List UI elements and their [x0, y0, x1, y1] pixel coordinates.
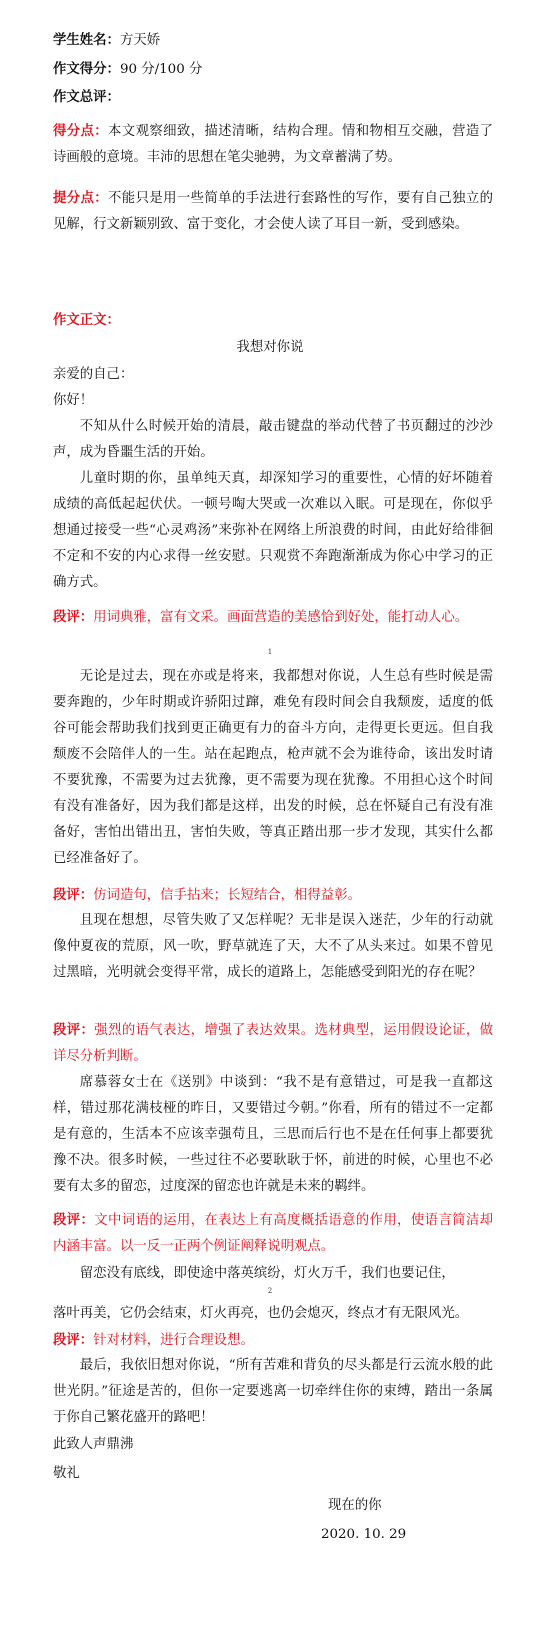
student-name-row: [53, 31, 160, 50]
paragraph-review-text: 文中词语的运用，在表达上有高度概括语意的作用，使语言简洁却内涵丰富。以一反一正两个例证阐释说明观点。: [53, 1213, 494, 1254]
essay-body-label: 作文正文：: [53, 312, 120, 328]
paragraph-review-text: 仿词造句，信手拈来；长短结合，相得益彰。: [93, 888, 361, 903]
student-name-value: 方天娇: [119, 33, 161, 48]
date: 2020. 10. 29: [321, 1527, 407, 1542]
paragraph-review-2: [53, 882, 493, 909]
essay-paragraph-6a: 留恋没有底线，即使途中落英缤纷，灯火万千，我们也要记住，: [79, 1266, 455, 1281]
paragraph-review-label: 段评：: [53, 1212, 95, 1228]
student-name-label: 学生姓名：: [53, 32, 120, 48]
essay-paragraph-5: 席慕蓉女士在《送别》中谈到：“我不是有意错过，可是我一直都这样，错过那花满枝桠的昨日，又要错过今朝。”你看，所有的错过不一定都是有意的，生活本不应该幸强苟且，三思而后行也不是在任何事上都要犹豫不决。很多时候，一些过往不必要耿耿于怀，前进的时候，心里也不必要有太多的留恋，过度深的留恋也许就是未来的羁绊。: [53, 1075, 493, 1194]
paragraph-review-5: [53, 1327, 493, 1354]
merit-paragraph: [53, 118, 493, 171]
improve-text: 不能只是用一些简单的手法进行套路性的写作，要有自己独立的见解，行文新颖别致、富于变化，才会使人读了耳目一新，受到感染。: [53, 191, 493, 232]
essay-paragraph-1: 不知从什么时候开始的清晨，敲击键盘的举动代替了书页翻过的沙沙声，成为昏噩生活的开始。: [53, 419, 493, 460]
merit-label: 得分点：: [53, 123, 109, 139]
merit-text: 本文观察细致，描述清晰，结构合理。情和物相互交融，营造了诗画般的意境。丰沛的思想在笔尖驰骋，为文章蓄满了势。: [53, 124, 493, 165]
paragraph-review-label: 段评：: [53, 1332, 94, 1348]
overall-comment-row: [53, 88, 120, 107]
paragraph-review-text: 强烈的语气表达，增强了表达效果。选材典型，运用假设论证，做详尽分析判断。: [53, 1023, 494, 1064]
score-value: 90 分/100 分: [119, 62, 203, 77]
salutation: 亲爱的自己：: [53, 367, 134, 382]
score-row: [53, 60, 202, 79]
essay-paragraph-3: 无论是过去，现在亦或是将来，我都想对你说，人生总有些时候是需要奔跑的，少年时期或许骄阳过蹿，难免有段时间会自我颓废，适度的低谷可能会帮助我们找到更正确更有力的奋斗方向，走得更长更远。但自我颓废不会陪伴人的一生。站在起跑点，枪声就不会为谁待命，该出发时请不要犹豫，不需要为过去犹豫，更不需要为现在犹豫。不用担心这个时间有没有准备好，因为我们都是这样，出发的时候，总在怀疑自己有没有准备好，害怕出错出丑，害怕失败，等真正踏出那一步才发现，其实什么都已经准备好了。: [53, 669, 493, 866]
improve-label: 提分点：: [53, 190, 109, 206]
paragraph-review-label: 段评：: [53, 887, 94, 903]
closing-line-2: 敬礼: [53, 1466, 80, 1481]
paragraph-review-text: 针对材料，进行合理设想。: [93, 1333, 254, 1348]
overall-comment-label: 作文总评：: [53, 89, 120, 105]
page-number: 2: [267, 1287, 273, 1295]
paragraph-review-1: [53, 604, 493, 631]
essay-title: 我想对你说: [236, 340, 304, 355]
essay-paragraph-2: 儿童时期的你，虽单纯天真，却深知学习的重要性，心情的好坏随着成绩的高低起起伏伏。一顿号啕大哭或一次难以入眠。可是现在，你似乎想通过接受一些“心灵鸡汤”来弥补在网络上所浪费的时间，由此好给徘徊不定和不安的内心求得一丝安慰。只观赏不奔跑渐渐成为你心中学习的正确方式。: [53, 471, 493, 590]
greeting: 你好！: [53, 393, 94, 408]
score-label: 作文得分：: [53, 61, 120, 77]
essay-paragraph-4: 且现在想想，尽管失败了又怎样呢？无非是误入迷茫，少年的行动就像仲夏夜的荒原，风一吹，野草就连了天，大不了从头来过。如果不曾见过黑暗，光明就会变得平常，成长的道路上，怎能感受到阳光的存在呢？: [53, 913, 493, 980]
paragraph-review-4: [53, 1207, 493, 1260]
essay-paragraph-6b: 落叶再美，它仍会结束，灯火再亮，也仍会熄灭，终点才有无限风光。: [53, 1306, 469, 1321]
paragraph-review-label: 段评：: [53, 1022, 95, 1038]
page-number: 1: [267, 648, 273, 656]
essay-paragraph-7: 最后，我依旧想对你说，“所有苦难和背负的尽头都是行云流水般的此世光阴。”征途是苦的，但你一定要逃离一切牵绊住你的束缚，踏出一条属于你自己繁花盛开的路吧！: [53, 1358, 493, 1425]
paragraph-review-text: 用词典雅，富有文采。画面营造的美感恰到好处，能打动人心。: [93, 610, 469, 625]
improve-paragraph: [53, 185, 493, 238]
closing-line-1: 此致人声鼎沸: [53, 1437, 134, 1452]
paragraph-review-3: [53, 1017, 493, 1070]
paragraph-review-label: 段评：: [53, 609, 94, 625]
signature: 现在的你: [328, 1498, 382, 1513]
